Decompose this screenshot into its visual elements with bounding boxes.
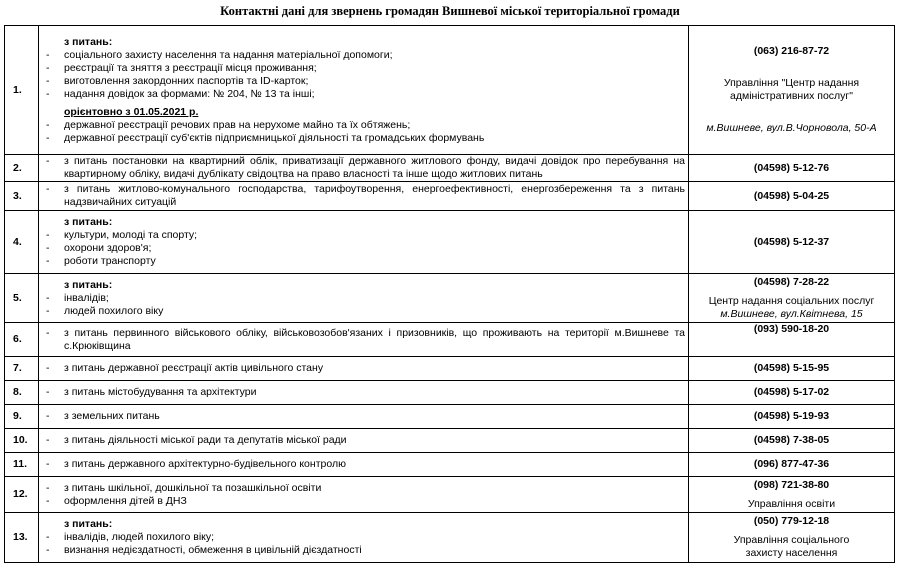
contacts-table bbox=[4, 25, 895, 563]
list-item bbox=[42, 482, 685, 495]
list-item bbox=[42, 292, 685, 305]
row-description bbox=[39, 155, 689, 182]
phone-number: (04598) 5-17-02 bbox=[753, 386, 830, 398]
table-row bbox=[5, 429, 895, 453]
list-item-text: з питань постановки на квартирний облік, приватизації державного житлового фонду, видачі довідок про перебування на квартирному обліку, видачі дублікату свідоцтва на право власності та інше щодо житлових питань bbox=[64, 155, 685, 180]
phone-number: (04598) 5-12-37 bbox=[753, 235, 830, 248]
list-item-text: з питань шкільної, дошкільної та позашкільної освіти bbox=[64, 481, 322, 494]
page-title: Контактні дані для звернень громадян Вишневої міської територіальної громади bbox=[220, 4, 680, 18]
list-item-text: з питань первинного військового обліку, військовозобов'язаних і призовників, що проживають на території м.Вишневе та с.Крюківщина bbox=[64, 326, 685, 352]
organization-name: Управління соціального захисту населення bbox=[733, 534, 850, 559]
list-item bbox=[42, 531, 685, 544]
bullet-dash: - bbox=[46, 61, 50, 74]
bullet-dash: - bbox=[46, 362, 50, 374]
bullet-dash: - bbox=[46, 48, 50, 61]
list-item-text: з питань містобудування та архітектури bbox=[64, 386, 257, 398]
address: м.Вишневе, вул.Квітнева, 15 bbox=[720, 307, 863, 320]
row-number: 13. bbox=[5, 513, 39, 563]
list-item bbox=[42, 305, 685, 318]
list-item bbox=[42, 183, 685, 209]
row-description bbox=[39, 26, 689, 155]
list-item-text: з питань діяльності міської ради та депутатів міської ради bbox=[64, 434, 347, 446]
row-contact bbox=[689, 453, 895, 477]
row-number: 5. bbox=[5, 274, 39, 323]
phone-number: (050) 779-12-18 bbox=[753, 515, 830, 527]
phone-number: (04598) 7-38-05 bbox=[753, 434, 830, 446]
list-item-text: культури, молоді та спорту; bbox=[64, 229, 198, 241]
table-row bbox=[5, 381, 895, 405]
list-item bbox=[42, 544, 685, 557]
phone-number: (093) 590-18-20 bbox=[753, 323, 830, 335]
list-item bbox=[42, 62, 685, 75]
phone-number: (04598) 5-15-95 bbox=[753, 362, 830, 374]
bullet-dash: - bbox=[46, 326, 50, 339]
phone-number: (04598) 7-28-22 bbox=[753, 275, 830, 288]
table-row bbox=[5, 477, 895, 513]
list-item-text: охорони здоров'я; bbox=[64, 242, 152, 254]
list-item-text: державної реєстрації суб'єктів підприємницької діяльності та громадських формувань bbox=[64, 131, 485, 144]
bullet-dash: - bbox=[46, 74, 50, 87]
row-number: 1. bbox=[5, 26, 39, 155]
row-description bbox=[39, 357, 689, 381]
bullet-dash: - bbox=[46, 304, 50, 317]
list-item-text: виготовлення закордонних паспортів та ID-карток; bbox=[64, 74, 309, 87]
row-description bbox=[39, 274, 689, 323]
table-row bbox=[5, 323, 895, 357]
organization-name: Управління "Центр надання адміністративних послуг" bbox=[723, 77, 860, 102]
list-item-text: визнання недієздатності, обмеження в цивільній дієздатності bbox=[64, 544, 362, 556]
list-item bbox=[42, 132, 685, 145]
list-item-text: з питань житлово-комунального господарства, тарифоутворення, енергоефективності, енергозбереження та з питань надзвичайних ситуацій bbox=[64, 183, 685, 208]
row-number: 11. bbox=[5, 453, 39, 477]
row-contact bbox=[689, 405, 895, 429]
table-row bbox=[5, 453, 895, 477]
bullet-dash: - bbox=[46, 87, 50, 100]
row-description bbox=[39, 211, 689, 274]
list-item bbox=[42, 255, 685, 268]
row-number: 4. bbox=[5, 211, 39, 274]
list-item-text: соціального захисту населення та надання матеріальної допомоги; bbox=[64, 48, 393, 61]
row-number: 12. bbox=[5, 477, 39, 513]
list-item-text: державної реєстрації речових прав на нерухоме майно та їх обтяжень; bbox=[64, 118, 411, 131]
organization-name: Управління освіти bbox=[747, 497, 836, 510]
list-item bbox=[42, 229, 685, 242]
row-number: 10. bbox=[5, 429, 39, 453]
list-item bbox=[42, 458, 685, 471]
list-item-text: інвалідів; bbox=[64, 291, 109, 304]
bullet-dash: - bbox=[46, 544, 50, 556]
list-item bbox=[42, 88, 685, 101]
table-row bbox=[5, 211, 895, 274]
list-item-text: людей похилого віку bbox=[64, 304, 164, 317]
list-item-text: з питань державного архітектурно-будівельного контролю bbox=[64, 458, 346, 470]
table-row bbox=[5, 26, 895, 155]
row-contact bbox=[689, 182, 895, 211]
row-subheading: орієнтовно з 01.05.2021 р. bbox=[64, 105, 199, 118]
row-description bbox=[39, 477, 689, 513]
table-row bbox=[5, 405, 895, 429]
bullet-dash: - bbox=[46, 481, 50, 494]
list-item-text: з питань державної реєстрації актів цивільного стану bbox=[64, 362, 324, 374]
row-number: 3. bbox=[5, 182, 39, 211]
list-item-text: реєстрації та зняття з реєстрації місця проживання; bbox=[64, 61, 317, 74]
phone-number: (063) 216-87-72 bbox=[753, 45, 830, 57]
table-row bbox=[5, 274, 895, 323]
row-contact bbox=[689, 513, 895, 563]
row-contact bbox=[689, 26, 895, 155]
list-item-text: оформлення дітей в ДНЗ bbox=[64, 494, 187, 507]
row-contact bbox=[689, 155, 895, 182]
row-heading: з питань: bbox=[64, 278, 113, 291]
row-contact bbox=[689, 477, 895, 513]
row-contact bbox=[689, 357, 895, 381]
list-item-text: роботи транспорту bbox=[64, 255, 156, 267]
organization-name: Центр надання соціальних послуг bbox=[708, 294, 875, 307]
table-row bbox=[5, 513, 895, 563]
list-item-text: інвалідів, людей похилого віку; bbox=[64, 531, 215, 543]
table-row bbox=[5, 155, 895, 182]
row-number: 8. bbox=[5, 381, 39, 405]
phone-number: (098) 721-38-80 bbox=[753, 478, 830, 491]
phone-number: (04598) 5-19-93 bbox=[753, 410, 830, 422]
row-description bbox=[39, 381, 689, 405]
row-number: 6. bbox=[5, 323, 39, 357]
bullet-dash: - bbox=[46, 458, 50, 470]
bullet-dash: - bbox=[46, 229, 50, 241]
list-item bbox=[42, 495, 685, 508]
address: м.Вишневе, вул.В.Чорновола, 50-А bbox=[706, 122, 877, 134]
phone-number: (04598) 5-12-76 bbox=[753, 161, 830, 174]
list-item bbox=[42, 362, 685, 375]
list-item bbox=[42, 155, 685, 181]
bullet-dash: - bbox=[46, 386, 50, 398]
list-item bbox=[42, 119, 685, 132]
list-item bbox=[42, 327, 685, 353]
row-heading: з питань: bbox=[64, 518, 113, 530]
bullet-dash: - bbox=[46, 242, 50, 254]
row-number: 7. bbox=[5, 357, 39, 381]
bullet-dash: - bbox=[46, 131, 50, 144]
row-description bbox=[39, 453, 689, 477]
list-item bbox=[42, 242, 685, 255]
row-heading: з питань: bbox=[64, 216, 113, 228]
phone-number: (04598) 5-04-25 bbox=[753, 189, 830, 202]
row-number: 2. bbox=[5, 155, 39, 182]
bullet-dash: - bbox=[46, 118, 50, 131]
table-row bbox=[5, 357, 895, 381]
row-description bbox=[39, 182, 689, 211]
row-description bbox=[39, 429, 689, 453]
bullet-dash: - bbox=[46, 183, 50, 195]
row-contact bbox=[689, 274, 895, 323]
row-description bbox=[39, 513, 689, 563]
bullet-dash: - bbox=[46, 255, 50, 267]
list-item bbox=[42, 386, 685, 399]
list-item bbox=[42, 410, 685, 423]
row-contact bbox=[689, 211, 895, 274]
row-contact bbox=[689, 429, 895, 453]
list-item-text: з земельних питань bbox=[64, 410, 160, 422]
bullet-dash: - bbox=[46, 291, 50, 304]
list-item bbox=[42, 434, 685, 447]
list-item bbox=[42, 49, 685, 62]
row-number: 9. bbox=[5, 405, 39, 429]
bullet-dash: - bbox=[46, 410, 50, 422]
row-contact bbox=[689, 381, 895, 405]
list-item bbox=[42, 75, 685, 88]
bullet-dash: - bbox=[46, 494, 50, 507]
row-heading: з питань: bbox=[64, 35, 113, 48]
phone-number: (096) 877-47-36 bbox=[753, 458, 830, 470]
row-contact bbox=[689, 323, 895, 357]
bullet-dash: - bbox=[46, 531, 50, 543]
list-item-text: надання довідок за формами: № 204, № 13 та інші; bbox=[64, 87, 315, 100]
table-row bbox=[5, 182, 895, 211]
row-description bbox=[39, 405, 689, 429]
row-description bbox=[39, 323, 689, 357]
bullet-dash: - bbox=[46, 155, 50, 167]
bullet-dash: - bbox=[46, 434, 50, 446]
